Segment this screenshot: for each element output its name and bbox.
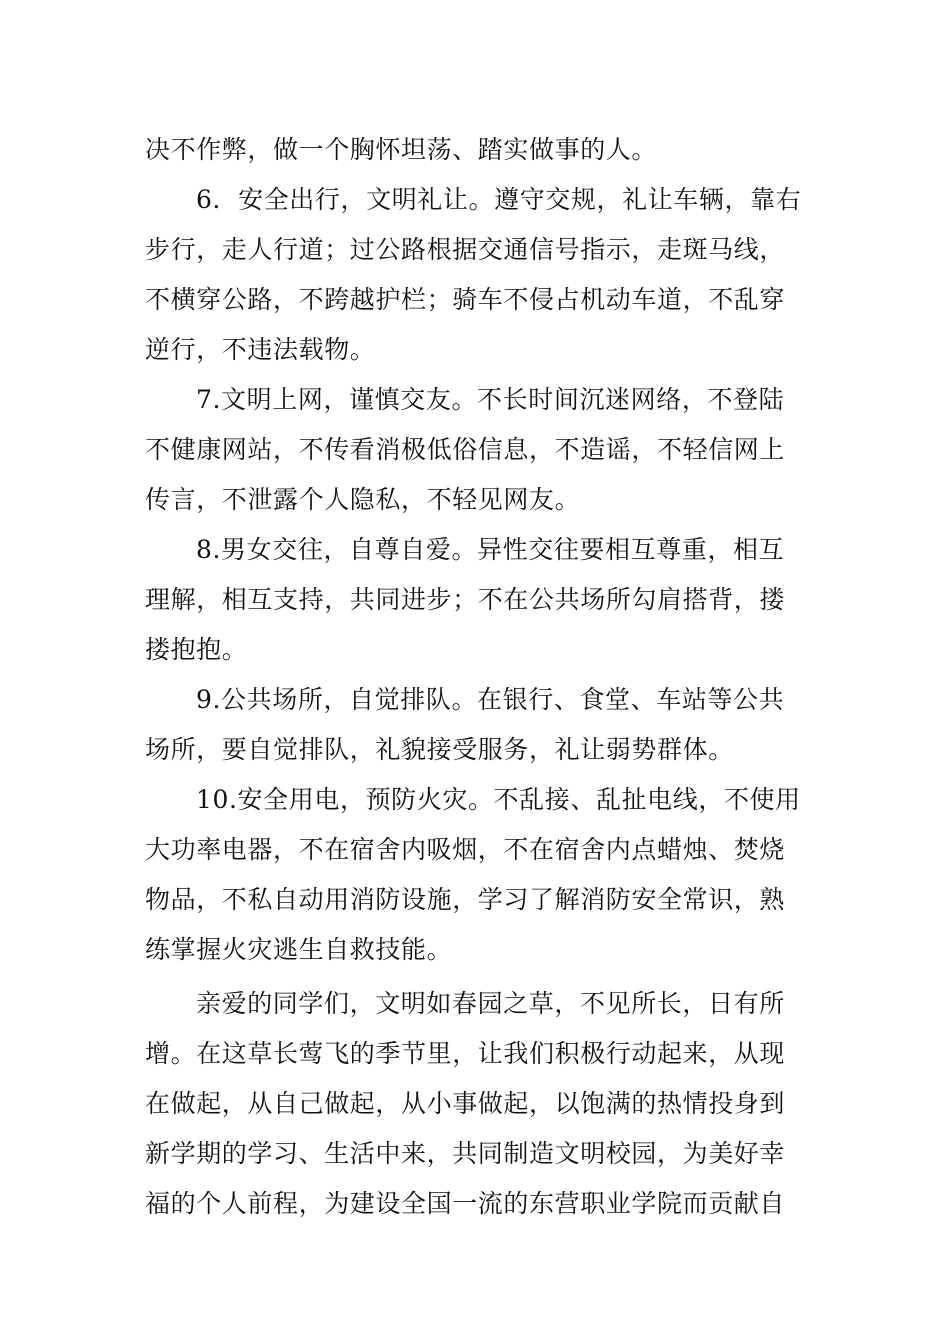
text-line: 传言，不泄露个人隐私，不轻见网友。 bbox=[145, 485, 581, 514]
text-line: 步行，走人行道；过公路根据交通信号指示，走斑马线， bbox=[145, 235, 786, 264]
text-line: 搂抱抱。 bbox=[145, 635, 248, 664]
text-line: 亲爱的同学们，文明如春园之草，不见所长，日有所 bbox=[196, 989, 785, 1018]
text-line: 6．安全出行，文明礼让。遵守交规，礼让车辆，靠右 bbox=[196, 185, 802, 214]
text-line: 决不作弊，做一个胸怀坦荡、踏实做事的人。 bbox=[145, 135, 658, 164]
text-line: 逆行，不违法载物。 bbox=[145, 335, 376, 364]
text-line: 大功率电器，不在宿舍内吸烟，不在宿舍内点蜡烛、焚烧 bbox=[145, 835, 786, 864]
text-line: 物品，不私自动用消防设施，学习了解消防安全常识，熟 bbox=[145, 885, 786, 914]
text-line: 在做起，从自己做起，从小事做起，以饱满的热情投身到 bbox=[145, 1089, 786, 1118]
text-line: 8.男女交往，自尊自爱。异性交往要相互尊重，相互 bbox=[196, 535, 785, 564]
text-line: 9.公共场所，自觉排队。在银行、食堂、车站等公共 bbox=[196, 685, 785, 714]
text-line: 增。在这草长莺飞的季节里，让我们积极行动起来，从现 bbox=[145, 1039, 786, 1068]
text-line: 10.安全用电，预防火灾。不乱接、乱扯电线，不使用 bbox=[196, 785, 801, 814]
text-line: 练掌握火灾逃生自救技能。 bbox=[145, 935, 453, 964]
text-line: 福的个人前程，为建设全国一流的东营职业学院而贡献自 bbox=[145, 1189, 786, 1218]
text-line: 新学期的学习、生活中来，共同制造文明校园，为美好幸 bbox=[145, 1139, 786, 1168]
text-line: 不横穿公路，不跨越护栏；骑车不侵占机动车道，不乱穿 bbox=[145, 285, 786, 314]
text-line: 不健康网站，不传看消极低俗信息，不造谣，不轻信网上 bbox=[145, 435, 786, 464]
text-line: 理解，相互支持，共同进步；不在公共场所勾肩搭背，搂 bbox=[145, 585, 786, 614]
text-line: 7.文明上网，谨慎交友。不长时间沉迷网络，不登陆 bbox=[196, 385, 785, 414]
text-line: 场所，要自觉排队，礼貌接受服务，礼让弱势群体。 bbox=[145, 735, 734, 764]
